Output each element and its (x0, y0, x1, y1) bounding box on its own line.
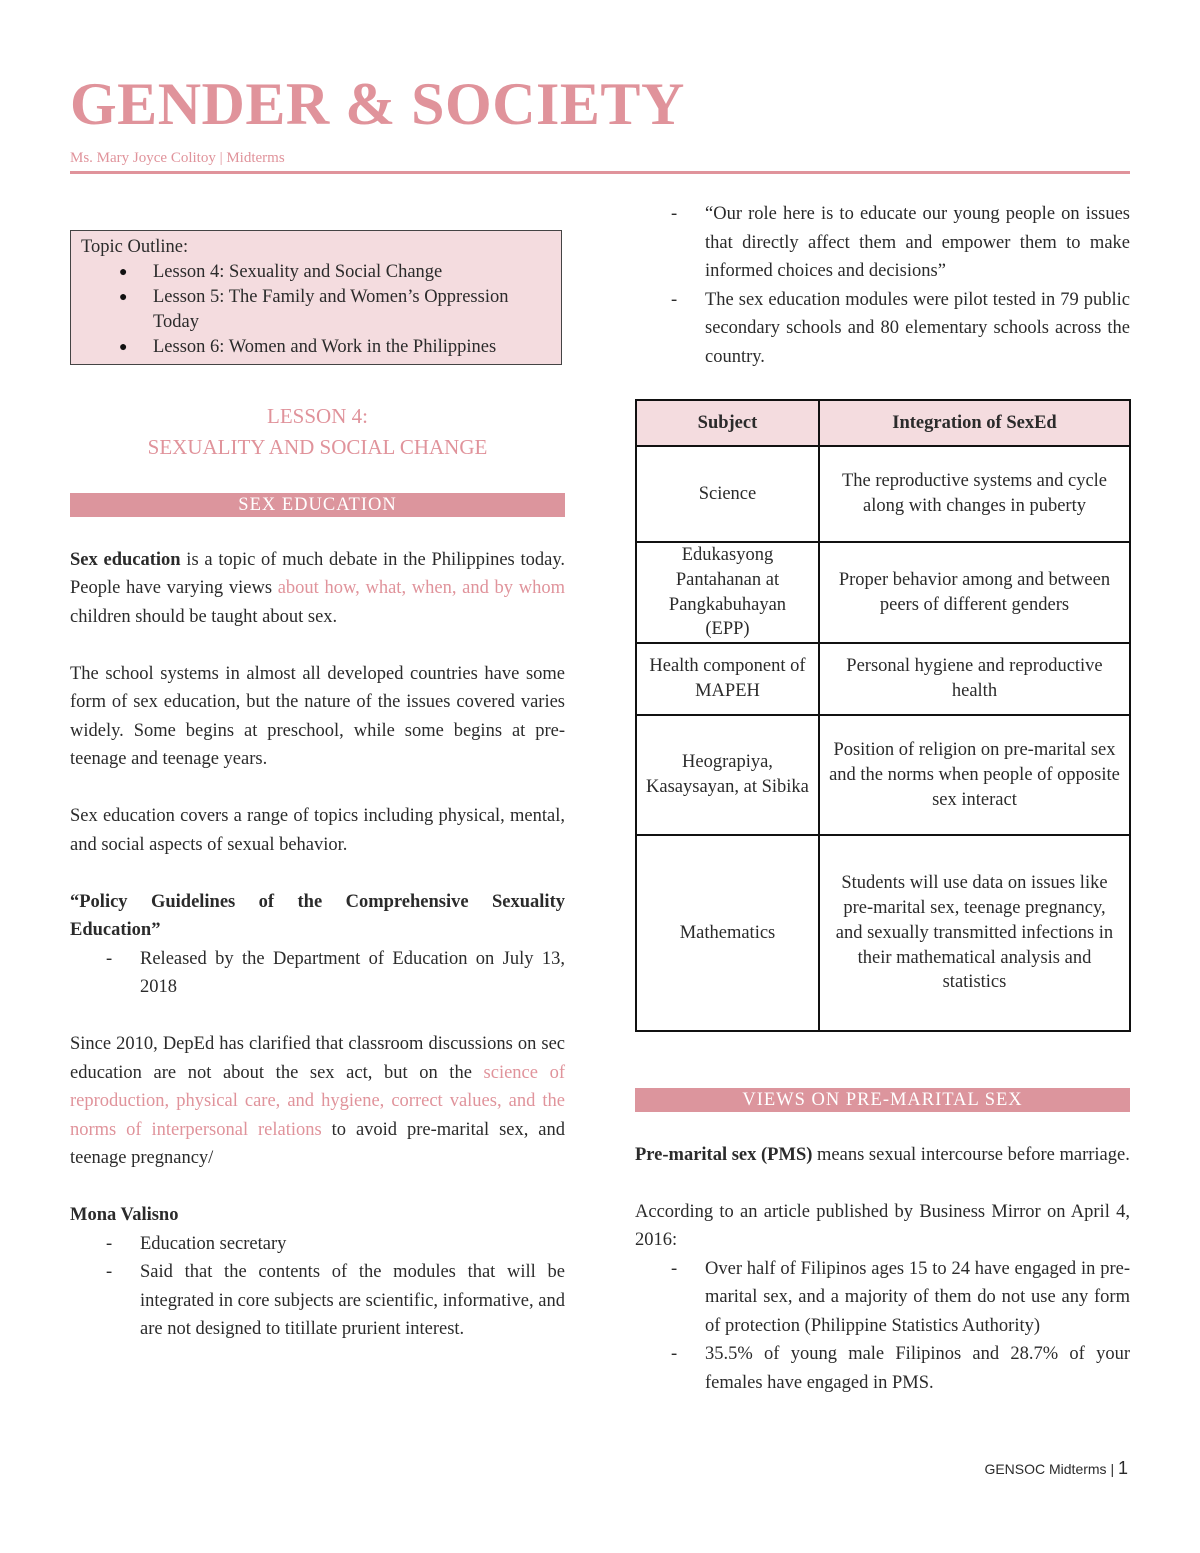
topic-outline-list (81, 260, 551, 360)
policy-bullets (70, 945, 565, 1002)
table-header-row (636, 400, 1130, 446)
list-item: - Over half of Filipinos ages 15 to 24 have engaged in pre-marital sex, and a majority of them do not use any form of protection (Philippine Statistics Authority) (635, 1255, 1130, 1341)
table-cell: Personal hygiene and reproductive health (819, 643, 1130, 715)
table-row (636, 835, 1130, 1031)
table-row (636, 446, 1130, 542)
lesson-number: LESSON 4: (267, 404, 368, 428)
table-cell: Edukasyong Pantahanan at Pangkabuhayan (EPP) (636, 542, 819, 643)
topic-outline-item: ● Lesson 4: Sexuality and Social Change (81, 260, 551, 285)
topic-outline-box (70, 230, 562, 365)
person-name: Mona Valisno (70, 1205, 179, 1225)
paragraph-sex-education-intro: Sex education is a topic of much debate in the Philippines today. People have varying views about how, what, when, and by whom children should be taught about sex. (70, 549, 565, 627)
table-row (636, 542, 1130, 643)
section-band-sex-education: SEX EDUCATION (70, 493, 565, 517)
header-divider (70, 171, 1130, 174)
column-header: Integration of SexEd (819, 400, 1130, 446)
table-cell: Science (636, 446, 819, 542)
table-cell: Position of religion on pre-marital sex and the norms when people of opposite sex interact (819, 715, 1130, 835)
list-item: - 35.5% of young male Filipinos and 28.7% of your females have engaged in PMS. (635, 1340, 1130, 1397)
topic-outline-item: ● Lesson 5: The Family and Women’s Oppression Today (81, 285, 551, 335)
lesson-title: SEXUALITY AND SOCIAL CHANGE (147, 435, 488, 459)
paragraph-article-intro: According to an article published by Business Mirror on April 4, 2016: (635, 1201, 1130, 1251)
footer-label: GENSOC Midterms | (984, 1461, 1118, 1477)
document-title: GENDER & SOCIETY (70, 71, 685, 137)
table-cell: Proper behavior among and between peers of different genders (819, 542, 1130, 643)
mona-bullets (70, 1230, 565, 1344)
paragraph-school-systems: The school systems in almost all developed countries have some form of sex education, but the nature of the issues covered varies widely. Some begins at preschool, while some begins at pre-teenage and teenage years. (70, 663, 565, 769)
page-footer (984, 1458, 1128, 1479)
sexed-integration-table (635, 399, 1131, 1032)
lesson-heading (70, 401, 565, 463)
column-header: Subject (636, 400, 819, 446)
list-item: - Education secretary (70, 1230, 565, 1259)
table-cell: Mathematics (636, 835, 819, 1031)
highlight-text: about how, what, when, and by whom (277, 578, 565, 598)
list-item: - “Our role here is to educate our young people on issues that directly affect them and empower them to make informed choices and decisions” (635, 200, 1130, 286)
table-cell: Health component of MAPEH (636, 643, 819, 715)
bold-term: Pre-marital sex (PMS) (635, 1144, 813, 1165)
topic-outline-label: Topic Outline: (81, 237, 189, 257)
list-item: - The sex education modules were pilot tested in 79 public secondary schools and 80 elementary schools across the country. (635, 286, 1130, 372)
paragraph-topics: Sex education covers a range of topics including physical, mental, and social aspects of sexual behavior. (70, 806, 565, 855)
left-column (70, 230, 565, 1344)
policy-title: “Policy Guidelines of the Comprehensive Sexuality Education” (70, 891, 565, 940)
article-bullets (635, 1255, 1130, 1398)
table-cell: Students will use data on issues like pre-marital sex, teenage pregnancy, and sexually transmitted infections in their mathematical analysis and statistics (819, 835, 1130, 1031)
paragraph-pms-definition: Pre-marital sex (PMS) means sexual intercourse before marriage. (635, 1144, 1130, 1165)
table-row (636, 643, 1130, 715)
page-number: 1 (1117, 1458, 1128, 1478)
table-cell: Heograpiya, Kasaysayan, at Sibika (636, 715, 819, 835)
quote-bullets (635, 200, 1130, 371)
highlight-text: science of reproduction, physical care, and hygiene, correct values, and the norms of interpersonal relations (70, 1062, 565, 1140)
section-band-views-pms: VIEWS ON PRE-MARITAL SEX (635, 1088, 1130, 1112)
topic-outline-item: ● Lesson 6: Women and Work in the Philippines (81, 335, 551, 360)
table-cell: The reproductive systems and cycle along with changes in puberty (819, 446, 1130, 542)
bold-term: Sex education (70, 549, 181, 570)
paragraph-deped: Since 2010, DepEd has clarified that classroom discussions on sec education are not about the sex act, but on the science of reproduction, physical care, and hygiene, correct values, and the norms of interpersonal relations to avoid pre-marital sex, and teenage pregnancy/ (70, 1034, 566, 1168)
table-row (636, 715, 1130, 835)
list-item: - Said that the contents of the modules that will be integrated in core subjects are scientific, informative, and are not designed to titillate prurient interest. (70, 1258, 565, 1344)
right-column (635, 200, 1130, 1397)
list-item: - Released by the Department of Education on July 13, 2018 (70, 945, 565, 1002)
document-subtitle: Ms. Mary Joyce Colitoy | Midterms (70, 150, 285, 166)
